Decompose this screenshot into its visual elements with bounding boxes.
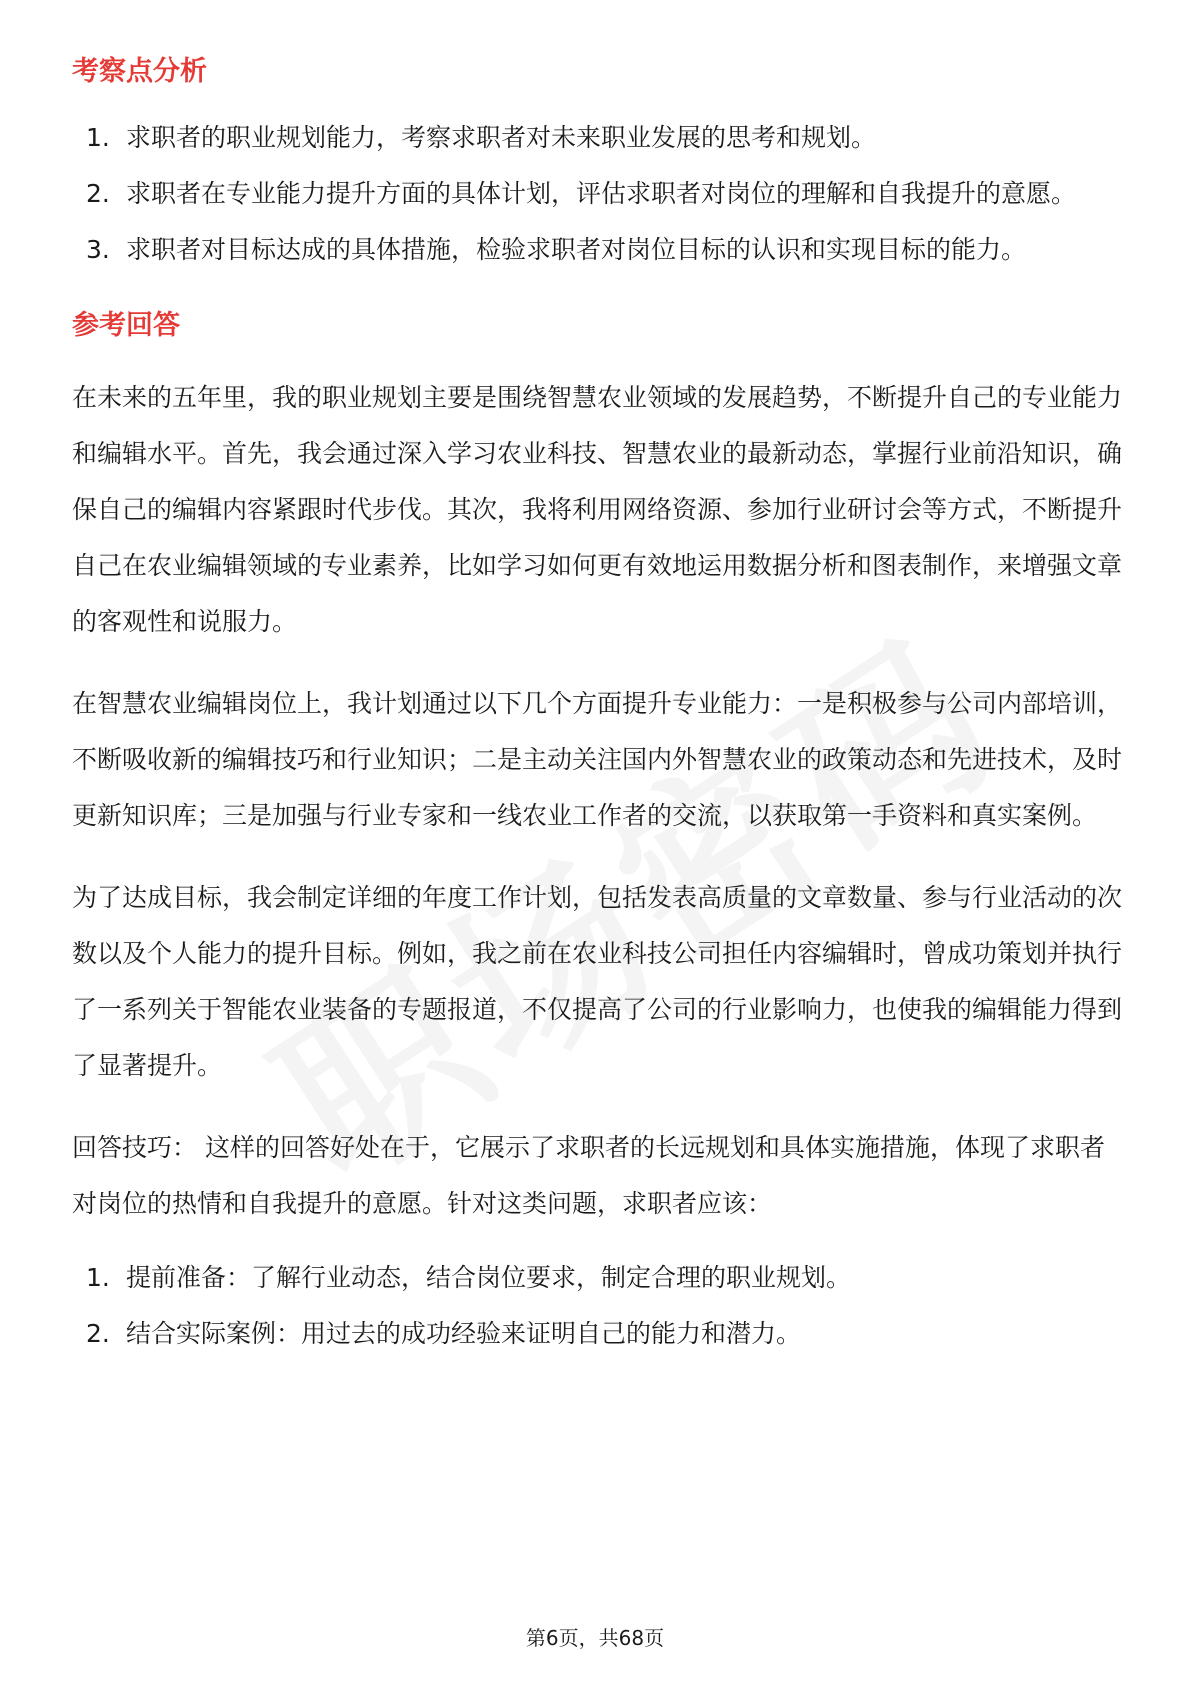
list-item — [72, 110, 1122, 166]
list-number: 3. — [86, 235, 110, 264]
tips-list — [72, 1250, 1122, 1362]
list-item-text: 提前准备：了解行业动态，结合岗位要求，制定合理的职业规划。 — [126, 1263, 852, 1292]
answer-paragraph: 为了达成目标，我会制定详细的年度工作计划，包括发表高质量的文章数量、参与行业活动的次数以及个人能力的提升目标。例如，我之前在农业科技公司担任内容编辑时，曾成功策划并执行了一系列关于智能农业装备的专题报道，不仅提高了公司的行业影响力，也使我的编辑能力得到了显著提升。 — [72, 883, 1123, 1080]
document-content — [72, 44, 1122, 1362]
list-item-text: 结合实际案例：用过去的成功经验来证明自己的能力和潜力。 — [126, 1319, 802, 1348]
list-item — [72, 1250, 1122, 1306]
list-number: 2. — [86, 1319, 110, 1348]
list-item — [72, 222, 1122, 278]
answer-tips-intro: 回答技巧： 这样的回答好处在于，它展示了求职者的长远规划和具体实施措施，体现了求职者对岗位的热情和自我提升的意愿。针对这类问题，求职者应该： — [72, 1133, 1105, 1218]
list-item-text: 求职者在专业能力提升方面的具体计划，评估求职者对岗位的理解和自我提升的意愿。 — [126, 179, 1077, 208]
answer-title: 参考回答 — [72, 310, 180, 341]
list-item-text: 求职者对目标达成的具体措施，检验求职者对岗位目标的认识和实现目标的能力。 — [126, 235, 1027, 264]
list-number: 2. — [86, 179, 110, 208]
answer-paragraph: 在智慧农业编辑岗位上，我计划通过以下几个方面提升专业能力：一是积极参与公司内部培训，不断吸收新的编辑技巧和行业知识；二是主动关注国内外智慧农业的政策动态和先进技术，及时更新知识库；三是加强与行业专家和一线农业工作者的交流，以获取第一手资料和真实案例。 — [72, 689, 1123, 830]
list-number: 1. — [86, 123, 110, 152]
analysis-title: 考察点分析 — [72, 56, 207, 87]
analysis-list — [72, 110, 1122, 278]
list-item — [72, 166, 1122, 222]
list-item — [72, 1306, 1122, 1362]
answer-paragraph: 在未来的五年里，我的职业规划主要是围绕智慧农业领域的发展趋势，不断提升自己的专业能力和编辑水平。首先，我会通过深入学习农业科技、智慧农业的最新动态，掌握行业前沿知识，确保自己的编辑内容紧跟时代步伐。其次，我将利用网络资源、参加行业研讨会等方式，不断提升自己在农业编辑领域的专业素养，比如学习如何更有效地运用数据分析和图表制作，来增强文章的客观性和说服力。 — [72, 383, 1123, 636]
page-number: 第6页，共68页 — [525, 1626, 665, 1650]
list-item-text: 求职者的职业规划能力，考察求职者对未来职业发展的思考和规划。 — [126, 123, 877, 152]
list-number: 1. — [86, 1263, 110, 1292]
